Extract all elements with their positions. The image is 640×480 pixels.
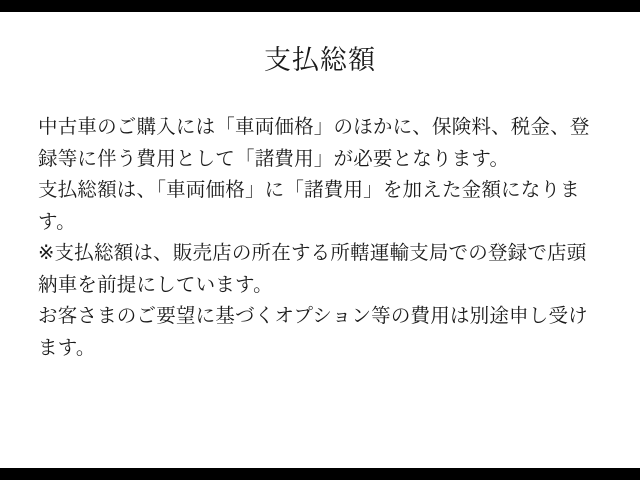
paragraph-1: 中古車のご購入には「車両価格」のほかに、保険料、税金、登録等に伴う費用として「諸費用」が必要となります。 [38,115,590,170]
paragraph-3: ※支払総額は、販売店の所在する所轄運輸支局での登録で店頭納車を前提にしています。 [38,241,587,296]
paragraph-2: 支払総額は、「車両価格」に「諸費用」を加えた金額になります。 [38,178,580,233]
slide-page [0,12,640,468]
body-text [38,111,600,364]
page-title: 支払総額 [264,45,376,76]
paragraph-4: お客さまのご要望に基づくオプション等の費用は別途申し受けます。 [38,304,588,360]
